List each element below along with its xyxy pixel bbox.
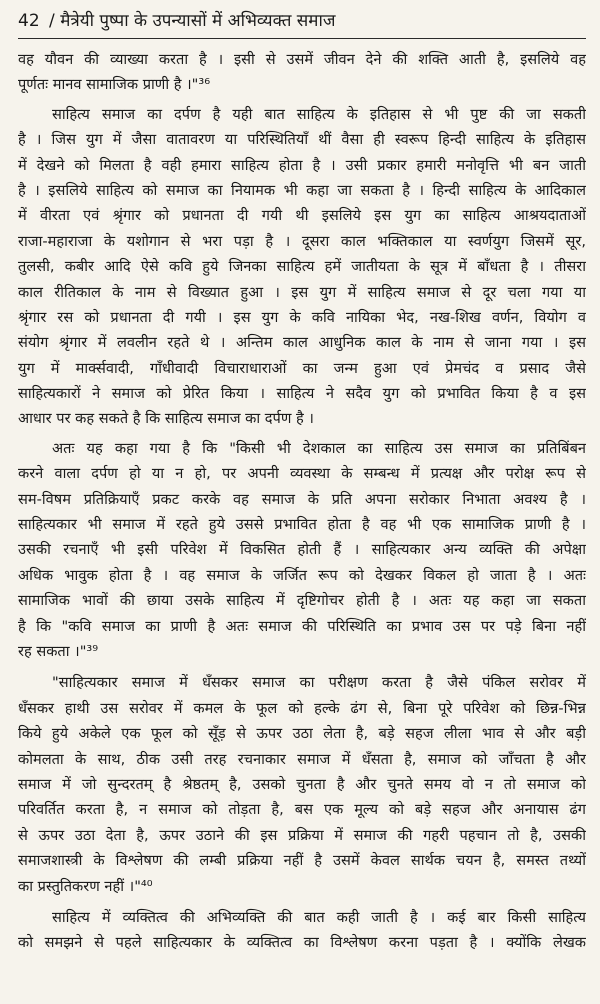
text-line: राजा-महाराजा के यशोगान से भरा पड़ा है । दूसरा काल भक्तिकाल या स्वर्णयुग जिसमें सूर, [18, 232, 586, 250]
text-line: युग में मार्क्सवादी, गाँधीवादी विचाराधाराओं का जन्म हुआ एवं प्रेमचंद व प्रसाद जैसे [18, 359, 586, 377]
text-line: आधार पर कह सकते है कि साहित्य समाज का दर्पण है । [18, 410, 314, 428]
text-line: पूर्णतः मानव सामाजिक प्राणी है ।"³⁶ [18, 76, 211, 94]
text-line: है कि "कवि समाज का प्राणी है अतः समाज की परिस्थिति का प्रभाव उस पर पड़े बिना नहीं [18, 617, 586, 635]
header-separator: / [49, 11, 55, 31]
text-line: सामाजिक भावों की छाया उसके साहित्य में दृष्टिगोचर होती है । अतः यह कहा जा सकता [18, 592, 586, 610]
text-line: है । इसलिये साहित्य को समाज का नियामक भी कहा जा सकता है । हिन्दी साहित्य के आदिकाल [18, 181, 586, 199]
text-line: को समझने से पहले साहित्यकार के व्यक्तित्व का विश्लेषण करना पड़ता है । क्योंकि लेखक [18, 934, 586, 952]
paragraph [18, 47, 586, 98]
page-header [18, 6, 586, 39]
text-line: साहित्य समाज का दर्पण है यही बात साहित्य के इतिहास से भी पुष्ट की जा सकती [52, 105, 586, 123]
text-line: में देखने को मिलता है वही हमारा साहित्य होता है । उसी प्रकार हमारी मनोवृत्ति भी बन जाती [18, 156, 586, 174]
text-line: उसकी रचनाएँ भी इसी परिवेश में विकसित होती हैं । साहित्यकार अन्य व्यक्ति की अपेक्षा [18, 541, 586, 559]
quotation-paragraph [18, 670, 586, 899]
text-line: श्रृंगार रस को प्रधानता दी गयी । इस युग के कवि नायिका भेद, नख-शिख वर्णन, वियोग व [18, 308, 586, 326]
text-line: है । जिस युग में जैसा वातावरण या परिस्थितियाँ थीं वैसा ही स्वरूप हिन्दी साहित्य के इतिहास [18, 131, 586, 149]
text-line: कोमलता के साथ, ठीक उसी तरह रचनाकार समाज में धँसता है, समाज को जाँचता है और [18, 750, 586, 768]
running-title: मैत्रेयी पुष्पा के उपन्यासों में अभिव्यक्त समाज [60, 11, 336, 31]
text-line: का प्रस्तुतिकरण नहीं ।"⁴⁰ [18, 877, 153, 895]
page-number: 42 [18, 11, 40, 31]
text-line: साहित्यकारों ने समाज को प्रेरित किया । साहित्य ने सदैव युग को प्रभावित किया है व इस [18, 385, 586, 403]
text-line: अतः यह कहा गया है कि "किसी भी देशकाल का साहित्य उस समाज का प्रतिबिंबन [52, 439, 586, 457]
text-line: काल रीतिकाल के नाम से विख्यात हुआ । इस युग में साहित्य समाज से दूर चला गया या [18, 283, 586, 301]
text-line: सम-विषम प्रतिक्रियाएँ प्रकट करके वह समाज के प्रति अपना सरोकार निभाता अवश्य है । [18, 490, 586, 508]
text-line: करने वाला दर्पण हो या न हो, पर अपनी व्यवस्था के सम्बन्ध में प्रत्यक्ष और परोक्ष रूप से [18, 465, 586, 483]
text-line: से ऊपर उठा देता है, ऊपर उठाने की इस प्रक्रिया में समाज की गहरी पहचान तो है, उसकी [18, 826, 586, 844]
text-line: वह यौवन की व्याख्या करता है । इसी से उसमें जीवन देने की शक्ति आती है, इसलिये वह [18, 51, 586, 68]
text-line: अधिक भावुक होता है । वह समाज के जर्जित रूप को देखकर विकल हो जाता है । अतः [18, 566, 586, 584]
text-line: तुलसी, कबीर आदि ऐसे कवि हुये जिनका साहित्य हमें जातीयता के सूत्र में बाँधता है । तीसरा [18, 258, 586, 276]
text-line: समाज में जो सुन्दरतम् है श्रेष्ठतम् है, उसको चुनता है और चुनते समय वो न तो समाज को [18, 775, 586, 793]
paragraph [18, 905, 586, 956]
paragraph [18, 436, 586, 665]
paragraph [18, 102, 586, 432]
text-line: संयोग श्रृंगार में लवलीन रहते थे । अन्तिम काल आधुनिक काल के नाम से जाना गया । इस [18, 334, 586, 352]
text-line: रह सकता ।"³⁹ [18, 642, 99, 660]
text-line: धँसकर हाथी उस सरोवर में कमल के फूल को हल्के ढंग से, बिना पूरे परिवेश को छिन्न-भिन्न [18, 699, 586, 717]
text-line: समाजशास्त्री के विश्लेषण की लम्बी प्रक्रिया नहीं है उसमें केवल सार्थक चयन है, समस्त तथ्यों [18, 852, 586, 870]
text-line: साहित्य में व्यक्तित्व की अभिव्यक्ति की बात कही जाती है । कई बार किसी साहित्य [52, 908, 586, 926]
text-line: "साहित्यकार समाज में धँसकर समाज का परीक्षण करता है जैसे पंकिल सरोवर में [52, 674, 586, 692]
text-line: में वीरता एवं श्रृंगार को प्रधानता दी गयी थी इसलिये इस युग का साहित्य आश्रयदाताओं [18, 207, 586, 225]
text-line: साहित्यकार भी समाज में रहते हुये उससे प्रभावित होता है वह भी एक सामाजिक प्राणी है । [18, 516, 586, 534]
text-line: किये हुये अकेले एक फूल को सूँड़ से ऊपर उठा लेता है, बड़े सहज लीला भाव से और बड़ी [18, 725, 586, 743]
text-line: परिवर्तित करता है, न समाज को तोड़ता है, बस एक मूल्य को बड़े सहज और अनायास ढंग [18, 801, 586, 819]
